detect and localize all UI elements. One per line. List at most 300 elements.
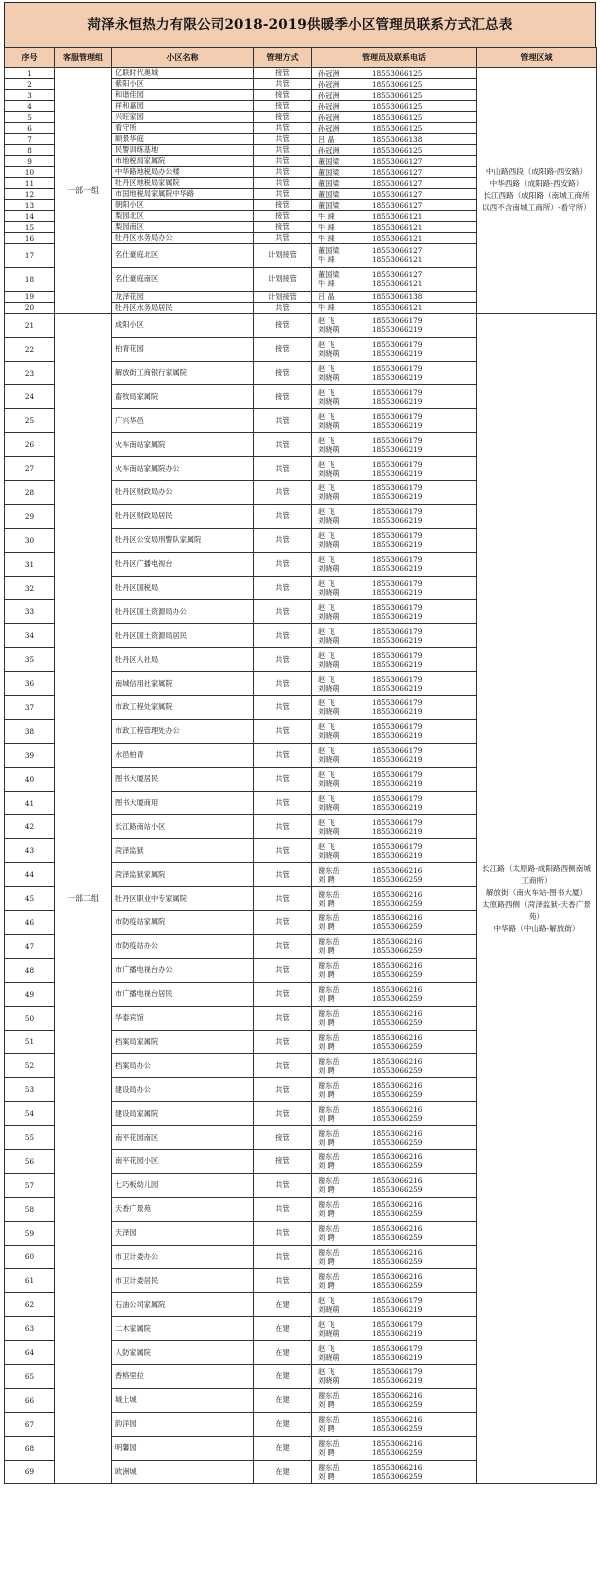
row-number: 35 xyxy=(5,648,55,672)
manager-name: 刘 聘 xyxy=(318,994,335,1004)
manager-phone: 18553066259 xyxy=(372,1018,423,1028)
manager-name: 刘 聘 xyxy=(318,922,335,932)
manager-name: 赵 飞 xyxy=(318,1367,335,1377)
manager-phones xyxy=(368,146,476,155)
manager-contact xyxy=(312,156,477,167)
manager-phone: 18553066179 xyxy=(372,459,423,469)
manager-name: 赵 飞 xyxy=(318,435,335,445)
manager-phone: 18553066259 xyxy=(372,898,423,908)
management-mode: 在建 xyxy=(254,1364,312,1388)
community-name: 祥和嘉园 xyxy=(112,101,254,112)
manager-phone: 18553066179 xyxy=(372,340,423,350)
manager-name: 孙冠洲 xyxy=(318,90,340,100)
row-number: 33 xyxy=(5,600,55,624)
manager-contact xyxy=(312,863,477,887)
manager-names xyxy=(312,483,368,501)
management-mode: 接管 xyxy=(254,1126,312,1150)
community-name: 名仕豪庭南区 xyxy=(112,267,254,291)
manager-phone: 18553066219 xyxy=(372,611,423,621)
community-name: 柏青花园 xyxy=(112,337,254,361)
manager-name: 刘 聘 xyxy=(318,898,335,908)
row-number: 40 xyxy=(5,767,55,791)
manager-phone: 18553066219 xyxy=(372,325,423,335)
manager-phone: 18553066179 xyxy=(372,435,423,445)
row-number: 59 xyxy=(5,1221,55,1245)
manager-phones xyxy=(368,531,476,549)
manager-name: 孙冠洲 xyxy=(318,79,340,89)
manager-phones xyxy=(368,316,476,334)
manager-name: 刘晓萌 xyxy=(318,803,340,813)
manager-contact xyxy=(312,911,477,935)
manager-contact-wrap xyxy=(312,1081,476,1099)
manager-name: 刘晓萌 xyxy=(318,1328,340,1338)
manager-contact-wrap xyxy=(312,124,476,133)
manager-contact xyxy=(312,552,477,576)
row-number: 51 xyxy=(5,1030,55,1054)
manager-name: 刘 聘 xyxy=(318,1256,335,1266)
manager-name: 赵 飞 xyxy=(318,602,335,612)
manager-name: 谢东岳 xyxy=(318,1176,340,1186)
manager-contact xyxy=(312,79,477,90)
management-mode: 共管 xyxy=(254,145,312,156)
manager-names xyxy=(312,1200,368,1218)
manager-contact-wrap xyxy=(312,890,476,908)
manager-name: 谢东岳 xyxy=(318,1032,340,1042)
community-name: 牡丹区水务局居民 xyxy=(112,302,254,313)
manager-name: 孙冠洲 xyxy=(318,123,340,133)
row-number: 3 xyxy=(5,90,55,101)
community-name: 城上城 xyxy=(112,1388,254,1412)
manager-contact-wrap xyxy=(312,1344,476,1362)
manager-contact xyxy=(312,178,477,189)
manager-phones xyxy=(368,436,476,454)
manager-contact xyxy=(312,267,477,291)
manager-contact-wrap xyxy=(312,698,476,716)
header-area: 管理区域 xyxy=(477,48,597,68)
management-mode: 在建 xyxy=(254,1341,312,1365)
manager-contact-wrap xyxy=(312,436,476,454)
manager-name: 谢东岳 xyxy=(318,1271,340,1281)
manager-contact xyxy=(312,743,477,767)
manager-phone: 18553066219 xyxy=(372,1304,423,1314)
manager-names xyxy=(312,1344,368,1362)
manager-phone: 18553066179 xyxy=(372,698,423,708)
management-mode: 接管 xyxy=(254,385,312,409)
management-mode: 共管 xyxy=(254,743,312,767)
row-number: 26 xyxy=(5,433,55,457)
manager-contact-wrap xyxy=(312,651,476,669)
manager-name: 谢东岳 xyxy=(318,1247,340,1257)
row-number: 24 xyxy=(5,385,55,409)
row-number: 18 xyxy=(5,267,55,291)
management-mode: 共管 xyxy=(254,134,312,145)
manager-phones xyxy=(368,388,476,406)
manager-phones xyxy=(368,1200,476,1218)
manager-contact xyxy=(312,90,477,101)
manager-phones xyxy=(368,246,476,264)
manager-name: 赵 飞 xyxy=(318,794,335,804)
manager-phone: 18553066259 xyxy=(372,1137,423,1147)
manager-phone: 18553066219 xyxy=(372,349,423,359)
management-mode: 接管 xyxy=(254,1149,312,1173)
manager-contact xyxy=(312,1173,477,1197)
manager-name: 赵 飞 xyxy=(318,746,335,756)
manager-phone: 18553066259 xyxy=(372,1041,423,1051)
manager-phones xyxy=(368,190,476,199)
community-name: 欧洲城 xyxy=(112,1460,254,1484)
row-number: 23 xyxy=(5,361,55,385)
manager-phone: 18553066219 xyxy=(372,420,423,430)
manager-phone: 18553066219 xyxy=(372,492,423,502)
manager-names xyxy=(312,340,368,358)
manager-names xyxy=(312,69,368,78)
manager-names xyxy=(312,1272,368,1290)
management-mode: 共管 xyxy=(254,672,312,696)
management-mode: 在建 xyxy=(254,1317,312,1341)
manager-phone: 18553066219 xyxy=(372,564,423,574)
manager-names xyxy=(312,794,368,812)
manager-contact xyxy=(312,68,477,79)
community-name: 中华路地税局办公楼 xyxy=(112,167,254,178)
manager-phones xyxy=(368,157,476,166)
manager-contact-wrap xyxy=(312,1152,476,1170)
manager-name: 谢东岳 xyxy=(318,889,340,899)
manager-phones xyxy=(368,1296,476,1314)
group-name: 一部一组 xyxy=(55,68,112,314)
manager-phones xyxy=(368,1033,476,1051)
management-mode: 共管 xyxy=(254,1078,312,1102)
management-mode: 计划接管 xyxy=(254,244,312,268)
manager-phone: 18553066219 xyxy=(372,659,423,669)
manager-names xyxy=(312,234,368,243)
manager-phones xyxy=(368,1105,476,1123)
manager-phones xyxy=(368,135,476,144)
manager-phones xyxy=(368,168,476,177)
manager-names xyxy=(312,675,368,693)
manager-phone: 18553066219 xyxy=(372,683,423,693)
manager-phones xyxy=(368,1129,476,1147)
manager-name: 赵 飞 xyxy=(318,770,335,780)
manager-name: 刘晓萌 xyxy=(318,540,340,550)
community-name: 亿联时代奥城 xyxy=(112,68,254,79)
community-name: 七巧板幼儿园 xyxy=(112,1173,254,1197)
community-name: 牡丹区水务局办公 xyxy=(112,233,254,244)
manager-phone: 18553066259 xyxy=(372,1209,423,1219)
manager-name: 刘晓萌 xyxy=(318,468,340,478)
management-mode: 接管 xyxy=(254,211,312,222)
manager-contact xyxy=(312,222,477,233)
community-name: 市广播电视台办公 xyxy=(112,958,254,982)
management-mode: 在建 xyxy=(254,1460,312,1484)
manager-name: 刘 聘 xyxy=(318,1233,335,1243)
manager-names xyxy=(312,1105,368,1123)
manager-name: 赵 飞 xyxy=(318,316,335,326)
manager-name: 刘 聘 xyxy=(318,874,335,884)
manager-phone: 18553066219 xyxy=(372,755,423,765)
manager-contact xyxy=(312,600,477,624)
manager-contact xyxy=(312,313,477,337)
manager-names xyxy=(312,223,368,232)
manager-phones xyxy=(368,340,476,358)
community-name: 人防家属院 xyxy=(112,1341,254,1365)
row-number: 53 xyxy=(5,1078,55,1102)
manager-phone: 18553066259 xyxy=(372,1113,423,1123)
manager-name: 赵 飞 xyxy=(318,387,335,397)
manager-phones xyxy=(368,483,476,501)
manager-contact-wrap xyxy=(312,913,476,931)
manager-name: 刘晓萌 xyxy=(318,707,340,717)
manager-phone: 18553066219 xyxy=(372,1352,423,1362)
community-name: 市防疫站办公 xyxy=(112,934,254,958)
row-number: 28 xyxy=(5,481,55,505)
manager-names xyxy=(312,603,368,621)
row-number: 56 xyxy=(5,1149,55,1173)
manager-phone: 18553066121 xyxy=(372,233,423,243)
manager-name: 刘 聘 xyxy=(318,1400,335,1410)
manager-phones xyxy=(368,270,476,288)
manager-names xyxy=(312,168,368,177)
row-number: 62 xyxy=(5,1293,55,1317)
management-mode: 共管 xyxy=(254,1221,312,1245)
manager-name: 谢东岳 xyxy=(318,1224,340,1234)
manager-contact-wrap xyxy=(312,603,476,621)
manager-contact-wrap xyxy=(312,1224,476,1242)
manager-contact xyxy=(312,1102,477,1126)
row-number: 9 xyxy=(5,156,55,167)
manager-names xyxy=(312,651,368,669)
manager-names xyxy=(312,190,368,199)
manager-names xyxy=(312,722,368,740)
manager-names xyxy=(312,124,368,133)
management-mode: 接管 xyxy=(254,101,312,112)
manager-phone: 18553066216 xyxy=(372,985,423,995)
management-mode: 共管 xyxy=(254,887,312,911)
manager-phone: 18553066121 xyxy=(372,303,423,313)
manager-contact xyxy=(312,361,477,385)
manager-name: 赵 飞 xyxy=(318,817,335,827)
management-mode: 共管 xyxy=(254,1102,312,1126)
manager-name: 刘 聘 xyxy=(318,1113,335,1123)
community-name: 石油公司家属院 xyxy=(112,1293,254,1317)
manager-names xyxy=(312,292,368,301)
manager-contact-wrap xyxy=(312,246,476,264)
table-row xyxy=(5,313,597,337)
manager-contact xyxy=(312,696,477,720)
manager-contact-wrap xyxy=(312,555,476,573)
manager-name: 谢东岳 xyxy=(318,913,340,923)
manager-name: 谢东岳 xyxy=(318,1415,340,1425)
manager-name: 刘晓萌 xyxy=(318,755,340,765)
community-name: 牡丹区职业中专家属院 xyxy=(112,887,254,911)
manager-names xyxy=(312,1224,368,1242)
manager-phones xyxy=(368,223,476,232)
manager-phones xyxy=(368,842,476,860)
manager-name: 赵 飞 xyxy=(318,1319,335,1329)
manager-phone: 18553066125 xyxy=(372,90,423,100)
management-mode: 共管 xyxy=(254,958,312,982)
manager-names xyxy=(312,1296,368,1314)
manager-name: 谢东岳 xyxy=(318,1391,340,1401)
row-number: 39 xyxy=(5,743,55,767)
manager-contact xyxy=(312,433,477,457)
community-name: 市广播电视台居民 xyxy=(112,982,254,1006)
manager-contact-wrap xyxy=(312,1033,476,1051)
manager-names xyxy=(312,135,368,144)
row-number: 21 xyxy=(5,313,55,337)
community-name: 牡丹区广播电视台 xyxy=(112,552,254,576)
manager-name: 刘 聘 xyxy=(318,1018,335,1028)
community-name: 牡丹区公安局刑警队家属院 xyxy=(112,528,254,552)
manager-name: 牛 竦 xyxy=(318,211,335,221)
row-number: 16 xyxy=(5,233,55,244)
manager-phones xyxy=(368,80,476,89)
community-name: 香格里拉 xyxy=(112,1364,254,1388)
manager-phone: 18553066127 xyxy=(372,189,423,199)
manager-name: 刘晓萌 xyxy=(318,325,340,335)
manager-names xyxy=(312,436,368,454)
management-mode: 共管 xyxy=(254,719,312,743)
manager-phones xyxy=(368,460,476,478)
community-name: 火车南站家属院 xyxy=(112,433,254,457)
manager-phones xyxy=(368,985,476,1003)
manager-contact xyxy=(312,934,477,958)
community-name: 兴旺家园 xyxy=(112,112,254,123)
manager-contact-wrap xyxy=(312,80,476,89)
manager-name: 赵 飞 xyxy=(318,841,335,851)
manager-contact xyxy=(312,145,477,156)
row-number: 20 xyxy=(5,302,55,313)
manager-contact-wrap xyxy=(312,770,476,788)
manager-phones xyxy=(368,212,476,221)
community-name: 市国地税局家属院中华路 xyxy=(112,189,254,200)
manager-contact-wrap xyxy=(312,937,476,955)
manager-name: 刘 聘 xyxy=(318,970,335,980)
manager-contact xyxy=(312,101,477,112)
row-number: 67 xyxy=(5,1412,55,1436)
manager-name: 赵 飞 xyxy=(318,340,335,350)
manager-name: 刘 聘 xyxy=(318,1424,335,1434)
manager-names xyxy=(312,866,368,884)
community-name: 解放街工商银行家属院 xyxy=(112,361,254,385)
manager-contact xyxy=(312,233,477,244)
management-mode: 计划接管 xyxy=(254,291,312,302)
manager-phones xyxy=(368,1248,476,1266)
row-number: 52 xyxy=(5,1054,55,1078)
manager-names xyxy=(312,388,368,406)
row-number: 61 xyxy=(5,1269,55,1293)
manager-phone: 18553066179 xyxy=(372,794,423,804)
manager-name: 牛 竦 xyxy=(318,279,335,289)
manager-phone: 18553066127 xyxy=(372,246,423,256)
manager-name: 谢东岳 xyxy=(318,961,340,971)
manager-phones xyxy=(368,555,476,573)
manager-phone: 18553066219 xyxy=(372,516,423,526)
header-no: 序号 xyxy=(5,48,55,68)
manager-names xyxy=(312,1081,368,1099)
manager-contact xyxy=(312,1006,477,1030)
manager-name: 赵 飞 xyxy=(318,698,335,708)
manager-contact-wrap xyxy=(312,303,476,312)
manager-contact xyxy=(312,815,477,839)
row-number: 55 xyxy=(5,1126,55,1150)
management-mode: 共管 xyxy=(254,156,312,167)
manager-contact xyxy=(312,958,477,982)
manager-names xyxy=(312,1248,368,1266)
manager-name: 赵 飞 xyxy=(318,531,335,541)
manager-contact xyxy=(312,291,477,302)
manager-names xyxy=(312,913,368,931)
community-name: 顺景华庭 xyxy=(112,134,254,145)
manager-phone: 18553066179 xyxy=(372,579,423,589)
header-name: 小区名称 xyxy=(112,48,254,68)
management-mode: 共管 xyxy=(254,1197,312,1221)
manager-contact-wrap xyxy=(312,1439,476,1457)
manager-phone: 18553066259 xyxy=(372,1089,423,1099)
manager-contact-wrap xyxy=(312,794,476,812)
manager-phones xyxy=(368,1320,476,1338)
manager-name: 赵 飞 xyxy=(318,722,335,732)
manager-phones xyxy=(368,91,476,100)
community-name: 二木家属院 xyxy=(112,1317,254,1341)
manager-names xyxy=(312,1463,368,1481)
row-number: 14 xyxy=(5,211,55,222)
row-number: 49 xyxy=(5,982,55,1006)
management-mode: 共管 xyxy=(254,791,312,815)
manager-name: 刘晓萌 xyxy=(318,564,340,574)
manager-phone: 18553066125 xyxy=(372,79,423,89)
manager-names xyxy=(312,770,368,788)
manager-phone: 18553066121 xyxy=(372,222,423,232)
manager-phone: 18553066216 xyxy=(372,1462,423,1472)
manager-phone: 18553066219 xyxy=(372,540,423,550)
manager-contact xyxy=(312,244,477,268)
row-number: 64 xyxy=(5,1341,55,1365)
management-mode: 共管 xyxy=(254,79,312,90)
row-number: 30 xyxy=(5,528,55,552)
manager-name: 谢东岳 xyxy=(318,1200,340,1210)
manager-contact-wrap xyxy=(312,1320,476,1338)
contact-sheet xyxy=(4,2,596,1484)
manager-name: 赵 飞 xyxy=(318,1295,335,1305)
manager-contact xyxy=(312,123,477,134)
manager-phone: 18553066216 xyxy=(372,1176,423,1186)
manager-name: 刘晓萌 xyxy=(318,683,340,693)
manager-contact-wrap xyxy=(312,579,476,597)
community-name: 明馨园 xyxy=(112,1436,254,1460)
manager-phone: 18553066216 xyxy=(372,1247,423,1257)
manager-names xyxy=(312,113,368,122)
community-name: 市卫计委居民 xyxy=(112,1269,254,1293)
manager-phone: 18553066259 xyxy=(372,1161,423,1171)
management-mode: 共管 xyxy=(254,1173,312,1197)
manager-contact xyxy=(312,1460,477,1484)
community-name: 名仕豪庭北区 xyxy=(112,244,254,268)
management-mode: 接管 xyxy=(254,337,312,361)
community-name: 图书大厦商用 xyxy=(112,791,254,815)
manager-name: 谢东岳 xyxy=(318,985,340,995)
manager-names xyxy=(312,364,368,382)
manager-contact-wrap xyxy=(312,531,476,549)
manager-name: 刘 聘 xyxy=(318,1137,335,1147)
manager-name: 谢东岳 xyxy=(318,937,340,947)
manager-contact-wrap xyxy=(312,842,476,860)
management-mode: 共管 xyxy=(254,576,312,600)
manager-contact-wrap xyxy=(312,818,476,836)
row-number: 48 xyxy=(5,958,55,982)
manager-contact xyxy=(312,672,477,696)
manager-contact-wrap xyxy=(312,212,476,221)
manager-phones xyxy=(368,866,476,884)
